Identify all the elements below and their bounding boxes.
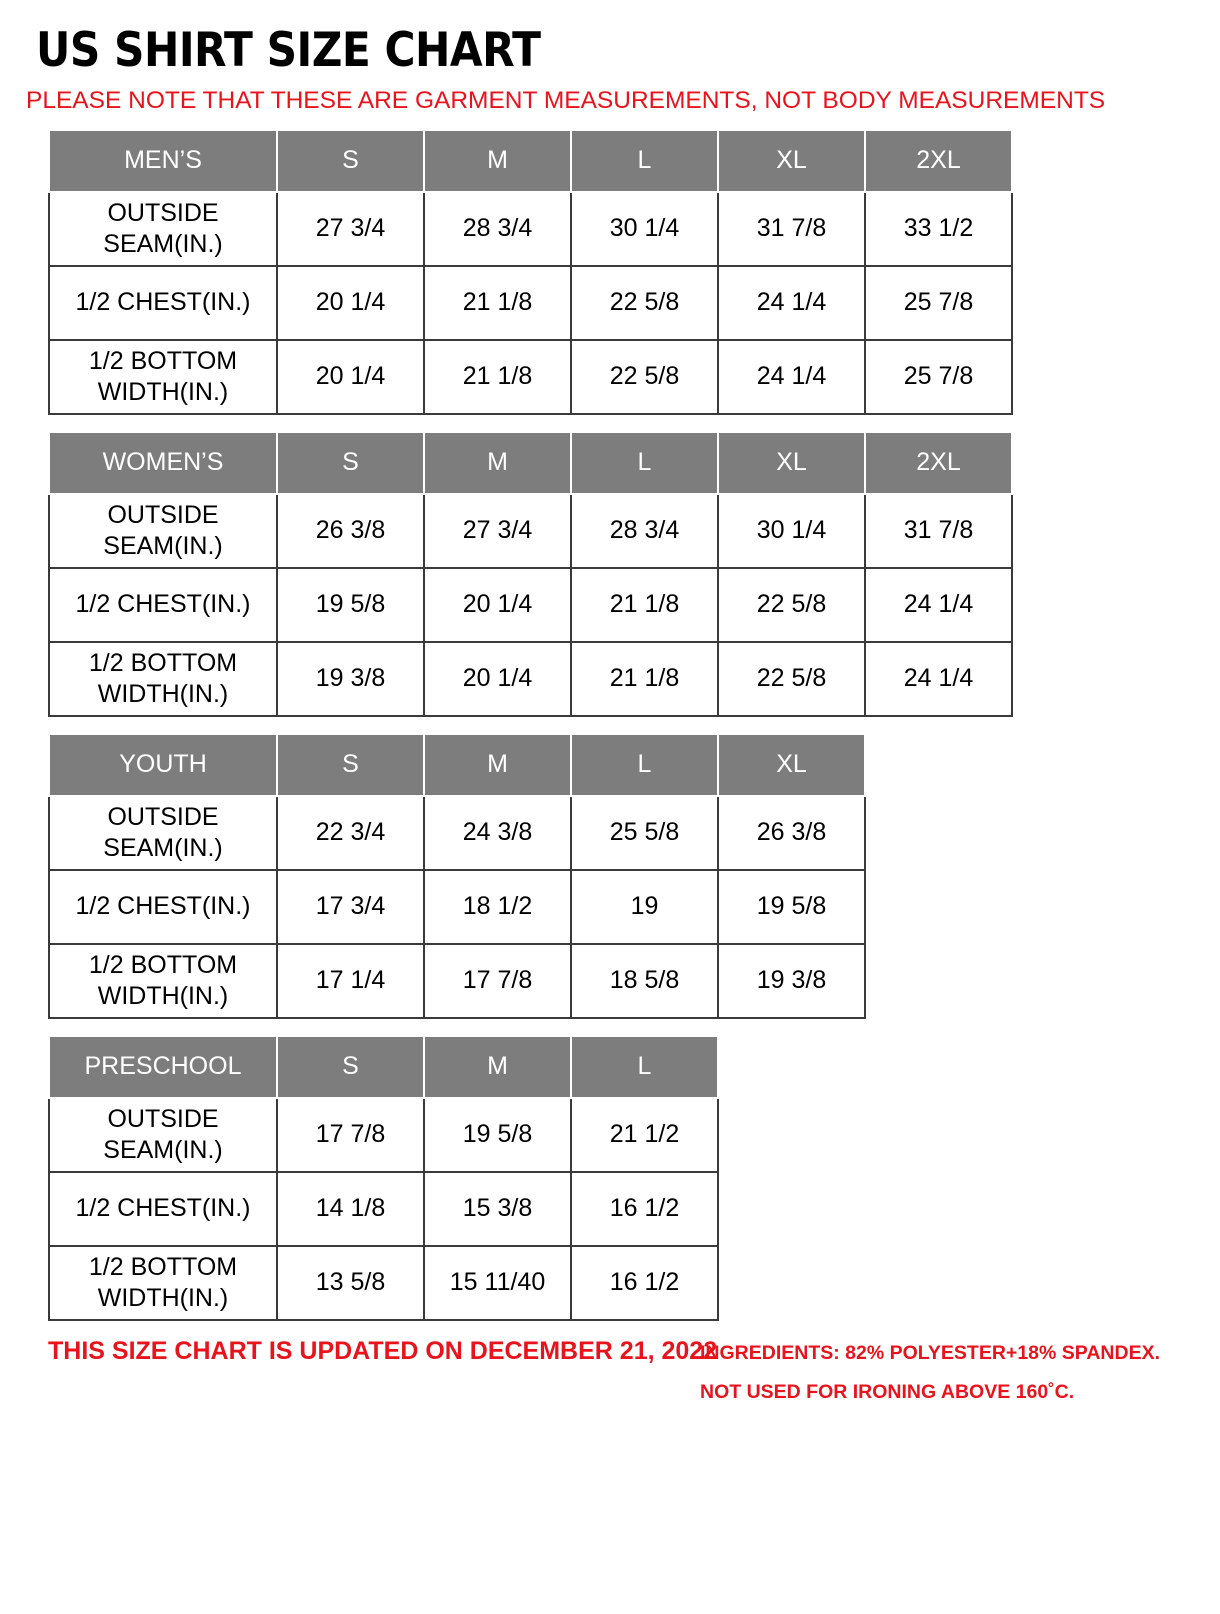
- table-preschool: [48, 1035, 1013, 1321]
- cell-value: 27 3/4: [277, 192, 424, 266]
- cell-value: 21 1/8: [571, 642, 718, 716]
- row-label: 1/2 BOTTOM WIDTH(IN.): [49, 340, 277, 414]
- header-cell-xl: XL: [718, 432, 865, 494]
- row-label: 1/2 BOTTOM WIDTH(IN.): [49, 1246, 277, 1320]
- cell-value: 15 3/8: [424, 1172, 571, 1246]
- row-label: OUTSIDE SEAM(IN.): [49, 796, 277, 870]
- cell-value: 18 1/2: [424, 870, 571, 944]
- ingredients-line-1: INGREDIENTS: 82% POLYESTER+18% SPANDEX.: [700, 1342, 1161, 1364]
- row-label: 1/2 CHEST(IN.): [49, 1172, 277, 1246]
- row-label: 1/2 BOTTOM WIDTH(IN.): [49, 944, 277, 1018]
- table-row: [49, 494, 1012, 568]
- cell-value: 22 5/8: [718, 568, 865, 642]
- table-row: [49, 1246, 1012, 1320]
- cell-value: 19 5/8: [424, 1098, 571, 1172]
- header-cell-l: L: [571, 432, 718, 494]
- cell-value: 22 5/8: [718, 642, 865, 716]
- spacer-cell: [865, 1036, 1012, 1098]
- cell-value: 31 7/8: [865, 494, 1012, 568]
- cell-value: 25 7/8: [865, 266, 1012, 340]
- header-cell-xl: XL: [718, 130, 865, 192]
- table-row: [49, 944, 1012, 1018]
- table-row: [49, 1172, 1012, 1246]
- cell-value: 17 3/4: [277, 870, 424, 944]
- measurement-note: PLEASE NOTE THAT THESE ARE GARMENT MEASUREMENTS, NOT BODY MEASUREMENTS: [26, 87, 1106, 115]
- cell-value: 20 1/4: [424, 642, 571, 716]
- row-label: 1/2 CHEST(IN.): [49, 266, 277, 340]
- cell-value: 19 3/8: [718, 944, 865, 1018]
- cell-value: 24 1/4: [865, 568, 1012, 642]
- row-label: OUTSIDE SEAM(IN.): [49, 1098, 277, 1172]
- cell-value: 18 5/8: [571, 944, 718, 1018]
- cell-value: 24 1/4: [718, 266, 865, 340]
- header-cell-m: M: [424, 432, 571, 494]
- table-row: [49, 192, 1012, 266]
- header-cell-l: L: [571, 734, 718, 796]
- cell-value: 22 5/8: [571, 266, 718, 340]
- cell-value: 24 1/4: [865, 642, 1012, 716]
- cell-value: 24 3/8: [424, 796, 571, 870]
- header-cell-category: PRESCHOOL: [49, 1036, 277, 1098]
- cell-value: 28 3/4: [424, 192, 571, 266]
- cell-value: 20 1/4: [277, 266, 424, 340]
- table-row: [49, 340, 1012, 414]
- cell-value: 27 3/4: [424, 494, 571, 568]
- spacer-cell: [865, 870, 1012, 944]
- table-womens: [48, 431, 1013, 717]
- table-row: [49, 266, 1012, 340]
- header-cell-m: M: [424, 130, 571, 192]
- table-header-row: [49, 1036, 1012, 1098]
- cell-value: 30 1/4: [718, 494, 865, 568]
- header-cell-l: L: [571, 130, 718, 192]
- cell-value: 21 1/8: [571, 568, 718, 642]
- header-cell-category: MEN’S: [49, 130, 277, 192]
- header-cell-2xl: 2XL: [865, 130, 1012, 192]
- table-mens: [48, 129, 1013, 415]
- spacer-cell: [865, 1098, 1012, 1172]
- cell-value: 21 1/2: [571, 1098, 718, 1172]
- cell-value: 15 11/40: [424, 1246, 571, 1320]
- spacer-cell: [865, 1246, 1012, 1320]
- cell-value: 16 1/2: [571, 1246, 718, 1320]
- tables-container: [48, 129, 1196, 1321]
- row-label: 1/2 CHEST(IN.): [49, 870, 277, 944]
- row-label: OUTSIDE SEAM(IN.): [49, 192, 277, 266]
- cell-value: 26 3/8: [277, 494, 424, 568]
- header-cell-category: WOMEN’S: [49, 432, 277, 494]
- cell-value: 19: [571, 870, 718, 944]
- header-cell-l: L: [571, 1036, 718, 1098]
- header-cell-m: M: [424, 734, 571, 796]
- table-row: [49, 642, 1012, 716]
- ingredients-block: [700, 1334, 1200, 1412]
- spacer-cell: [865, 796, 1012, 870]
- table-row: [49, 870, 1012, 944]
- cell-value: 28 3/4: [571, 494, 718, 568]
- cell-value: 33 1/2: [865, 192, 1012, 266]
- spacer-cell: [865, 734, 1012, 796]
- cell-value: 25 5/8: [571, 796, 718, 870]
- updated-footer: THIS SIZE CHART IS UPDATED ON DECEMBER 21, 2022: [48, 1336, 718, 1365]
- header-cell-s: S: [277, 1036, 424, 1098]
- table-header-row: [49, 734, 1012, 796]
- cell-value: 16 1/2: [571, 1172, 718, 1246]
- cell-value: 19 5/8: [718, 870, 865, 944]
- cell-value: 24 1/4: [718, 340, 865, 414]
- row-label: 1/2 CHEST(IN.): [49, 568, 277, 642]
- spacer-cell: [865, 1172, 1012, 1246]
- cell-value: 13 5/8: [277, 1246, 424, 1320]
- cell-value: 17 7/8: [424, 944, 571, 1018]
- header-cell-s: S: [277, 130, 424, 192]
- spacer-cell: [718, 1246, 865, 1320]
- header-cell-m: M: [424, 1036, 571, 1098]
- cell-value: 21 1/8: [424, 340, 571, 414]
- cell-value: 26 3/8: [718, 796, 865, 870]
- table-youth: [48, 733, 1013, 1019]
- cell-value: 19 5/8: [277, 568, 424, 642]
- ingredients-line-2: NOT USED FOR IRONING ABOVE 160˚C.: [700, 1381, 1075, 1403]
- page-title: US SHIRT SIZE CHART: [36, 23, 541, 78]
- cell-value: 22 5/8: [571, 340, 718, 414]
- cell-value: 14 1/8: [277, 1172, 424, 1246]
- table-header-row: [49, 432, 1012, 494]
- cell-value: 31 7/8: [718, 192, 865, 266]
- table-row: [49, 796, 1012, 870]
- table-header-row: [49, 130, 1012, 192]
- header-cell-category: YOUTH: [49, 734, 277, 796]
- spacer-cell: [718, 1172, 865, 1246]
- cell-value: 17 1/4: [277, 944, 424, 1018]
- header-cell-2xl: 2XL: [865, 432, 1012, 494]
- cell-value: 30 1/4: [571, 192, 718, 266]
- header-cell-s: S: [277, 734, 424, 796]
- table-row: [49, 1098, 1012, 1172]
- cell-value: 22 3/4: [277, 796, 424, 870]
- spacer-cell: [865, 944, 1012, 1018]
- cell-value: 17 7/8: [277, 1098, 424, 1172]
- row-label: OUTSIDE SEAM(IN.): [49, 494, 277, 568]
- cell-value: 20 1/4: [277, 340, 424, 414]
- cell-value: 25 7/8: [865, 340, 1012, 414]
- header-cell-s: S: [277, 432, 424, 494]
- header-cell-xl: XL: [718, 734, 865, 796]
- cell-value: 20 1/4: [424, 568, 571, 642]
- cell-value: 19 3/8: [277, 642, 424, 716]
- row-label: 1/2 BOTTOM WIDTH(IN.): [49, 642, 277, 716]
- spacer-cell: [718, 1036, 865, 1098]
- spacer-cell: [718, 1098, 865, 1172]
- cell-value: 21 1/8: [424, 266, 571, 340]
- table-row: [49, 568, 1012, 642]
